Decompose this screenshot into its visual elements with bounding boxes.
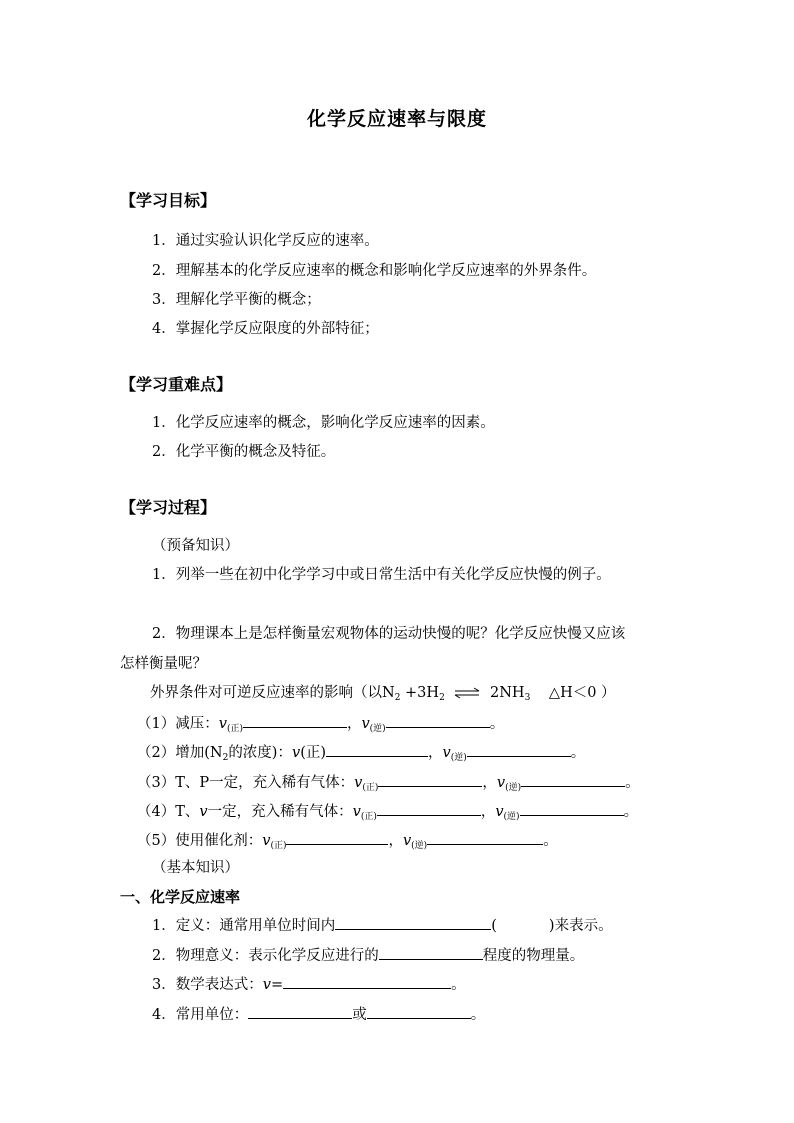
answer-blank[interactable] bbox=[427, 830, 543, 845]
comma: ， bbox=[388, 833, 403, 849]
forward-text: (正) bbox=[300, 745, 327, 761]
v-reverse: v bbox=[495, 804, 504, 820]
goal-item: 3．理解化学平衡的概念； bbox=[152, 292, 321, 308]
v-forward: v bbox=[262, 833, 271, 849]
period: 。 bbox=[623, 804, 639, 820]
rate-heading: 一、化学反应速率 bbox=[120, 888, 241, 906]
key-point-item: 2．化学平衡的概念及特征。 bbox=[152, 444, 336, 460]
forward-subscript: (正) bbox=[362, 783, 379, 793]
condition-label: （3）T、P一定，充入稀有气体： bbox=[137, 775, 355, 791]
answer-blank[interactable] bbox=[521, 772, 625, 787]
comma: ， bbox=[428, 745, 443, 761]
forward-subscript: (正) bbox=[226, 724, 243, 734]
reverse-subscript: (逆) bbox=[411, 841, 428, 851]
rate-units bbox=[152, 1004, 485, 1025]
external-intro: 外界条件对可逆反应速率的影响（以N bbox=[150, 685, 395, 701]
condition-label: （1）减压： bbox=[137, 716, 219, 732]
answer-blank[interactable] bbox=[335, 915, 491, 930]
v-forward: v bbox=[352, 804, 361, 820]
goal-item: 1．通过实验认识化学反应的速率。 bbox=[152, 233, 379, 249]
period: 。 bbox=[570, 745, 586, 761]
rate-definition bbox=[152, 915, 613, 936]
process-heading: 【学习过程】 bbox=[120, 498, 217, 517]
nh3: 2NH bbox=[490, 685, 525, 701]
key-point-item: 1．化学反应速率的概念，影响化学反应速率的因素。 bbox=[152, 415, 495, 431]
condition-label: （5）使用催化剂： bbox=[137, 833, 263, 849]
expression-text: 3．数学表达式： bbox=[152, 977, 263, 993]
open-paren: ( bbox=[491, 918, 497, 934]
h2-subscript: 2 bbox=[439, 693, 445, 703]
external-conditions-line bbox=[150, 683, 616, 708]
v-symbol: v bbox=[262, 977, 271, 993]
v-reverse: v bbox=[361, 716, 370, 732]
n2-subscript: 2 bbox=[394, 693, 401, 703]
comma: ， bbox=[480, 804, 496, 820]
goal-item: 2．理解基本的化学反应速率的概念和影响化学反应速率的外界条件。 bbox=[152, 263, 597, 279]
v-symbol: v bbox=[199, 804, 208, 820]
period: 。 bbox=[543, 833, 558, 849]
prep-label: （预备知识） bbox=[152, 538, 239, 554]
period: 。 bbox=[470, 1007, 486, 1023]
key-points-heading: 【学习重难点】 bbox=[120, 375, 233, 394]
answer-blank[interactable] bbox=[378, 772, 482, 787]
rate-expression bbox=[152, 974, 466, 995]
reverse-subscript: (逆) bbox=[505, 783, 522, 793]
meaning-text: 2．物理意义：表示化学反应进行的 bbox=[152, 948, 379, 964]
or-text: 或 bbox=[352, 1007, 367, 1023]
definition-text: 1．定义：通常用单位时间内 bbox=[152, 918, 336, 934]
condition-4 bbox=[137, 801, 638, 827]
condition-1 bbox=[137, 713, 504, 739]
answer-blank[interactable] bbox=[283, 974, 451, 989]
condition-label: （4）T、 bbox=[137, 804, 200, 820]
question-2-line-2: 怎样衡量呢？ bbox=[120, 656, 207, 672]
equals-sign: = bbox=[270, 977, 284, 993]
v-reverse: v bbox=[442, 745, 451, 761]
answer-blank[interactable] bbox=[386, 713, 490, 728]
condition-3 bbox=[137, 772, 640, 798]
answer-blank[interactable] bbox=[367, 1004, 471, 1019]
units-text: 4．常用单位： bbox=[152, 1007, 249, 1023]
question-2-line-1: 2．物理课本上是怎样衡量宏观物体的运动快慢的呢？化学反应快慢又应该 bbox=[152, 626, 626, 642]
answer-blank[interactable] bbox=[377, 801, 481, 816]
nh3-subscript: 3 bbox=[524, 693, 531, 703]
answer-blank[interactable] bbox=[248, 1004, 352, 1019]
question-1: 1．列举一些在初中化学学习中或日常生活中有关化学反应快慢的例子。 bbox=[152, 567, 611, 583]
goals-heading: 【学习目标】 bbox=[120, 191, 217, 210]
period: 。 bbox=[625, 775, 640, 791]
condition-label-tail: 一定，充入稀有气体： bbox=[207, 804, 353, 820]
reversible-arrow-icon bbox=[453, 687, 481, 699]
plus-h2: +3H bbox=[400, 685, 440, 701]
period: 。 bbox=[489, 716, 505, 732]
reverse-subscript: (逆) bbox=[503, 812, 520, 822]
goal-item: 4．掌握化学反应限度的外部特征； bbox=[152, 321, 379, 337]
answer-blank[interactable] bbox=[326, 742, 428, 757]
v-forward: v bbox=[291, 745, 301, 761]
answer-blank[interactable] bbox=[467, 742, 571, 757]
meaning-tail: 程度的物理量。 bbox=[482, 948, 585, 964]
comma: ， bbox=[346, 716, 362, 732]
reverse-subscript: (逆) bbox=[369, 724, 386, 734]
definition-tail: )来表示。 bbox=[548, 918, 613, 934]
condition-label: （2）增加(N bbox=[137, 745, 223, 761]
answer-blank[interactable] bbox=[520, 801, 624, 816]
condition-5 bbox=[137, 830, 558, 856]
answer-blank[interactable] bbox=[379, 945, 483, 960]
condition-2 bbox=[137, 742, 585, 768]
forward-subscript: (正) bbox=[270, 841, 287, 851]
answer-blank[interactable] bbox=[286, 830, 388, 845]
basic-knowledge-label: （基本知识） bbox=[152, 860, 239, 876]
answer-blank[interactable] bbox=[243, 713, 347, 728]
condition-label-tail: 的浓度)： bbox=[228, 745, 292, 761]
rate-meaning bbox=[152, 945, 584, 966]
comma: ， bbox=[482, 775, 497, 791]
period: 。 bbox=[451, 977, 466, 993]
reverse-subscript: (逆) bbox=[450, 753, 467, 763]
v-forward: v bbox=[354, 775, 363, 791]
page-title: 化学反应速率与限度 bbox=[306, 108, 487, 130]
v-forward: v bbox=[218, 716, 227, 732]
forward-subscript: (正) bbox=[360, 812, 377, 822]
v-reverse: v bbox=[496, 775, 506, 791]
v-reverse: v bbox=[402, 833, 412, 849]
n2-subscript: 2 bbox=[222, 753, 229, 763]
delta-h: △H＜0 ） bbox=[548, 685, 616, 701]
